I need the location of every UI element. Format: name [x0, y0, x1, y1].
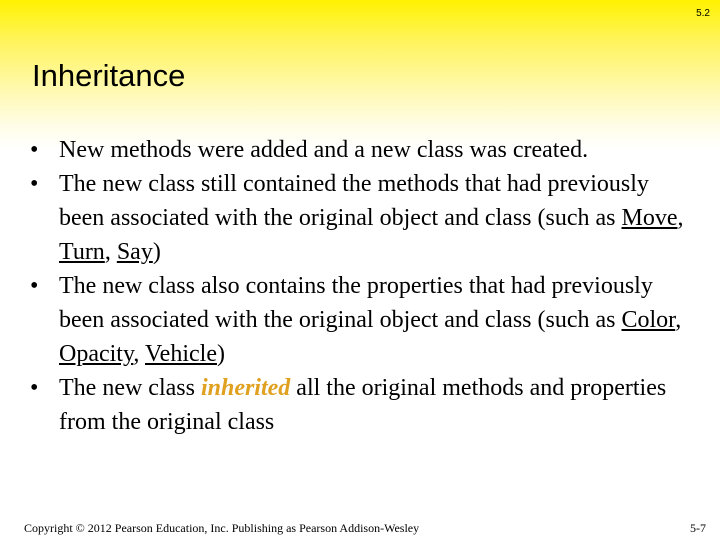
bullet-dot: •	[30, 375, 39, 401]
bullet-text: The new class also contains the properties that had previously been associated with the original object and class (such as	[59, 273, 653, 333]
bullet-dot: •	[30, 273, 39, 299]
method-turn-link: Turn	[59, 239, 105, 265]
bullet-list	[30, 133, 690, 439]
property-vehicle-link: Vehicle	[145, 341, 217, 367]
slide-title: Inheritance	[32, 58, 186, 93]
page-number: 5-7	[690, 521, 706, 535]
inherited-highlight: inherited	[200, 375, 291, 401]
bullet-item-4	[30, 371, 690, 439]
bullet-dot: •	[30, 171, 39, 197]
property-color-link: Color	[621, 307, 676, 333]
bullet-item-2: • The new class still contained the methods that had previously been associated with the original object and class (such as Move, Turn, Say)	[30, 167, 690, 269]
bullet-text: The new class still contained the methods that had previously been associated with the original object and class (such as	[59, 171, 649, 231]
method-say-link: Say	[116, 239, 153, 265]
bullet-item-3: • The new class also contains the properties that had previously been associated with the original object and class (such as Color, Opacity, Vehicle)	[30, 269, 690, 371]
slide-number-top: 5.2	[696, 8, 710, 19]
bullet-dot: •	[30, 137, 39, 163]
property-opacity-link: Opacity	[59, 341, 134, 367]
bullet-text: The new class	[59, 375, 201, 401]
bullet-text: New methods were added and a new class was created.	[59, 137, 589, 163]
copyright-footer: Copyright © 2012 Pearson Education, Inc. Publishing as Pearson Addison-Wesley	[24, 521, 420, 535]
bullet-text-end: all the original methods and properties from the original class	[59, 375, 667, 435]
method-move-link: Move	[621, 205, 678, 231]
bullet-item-1	[30, 133, 690, 167]
